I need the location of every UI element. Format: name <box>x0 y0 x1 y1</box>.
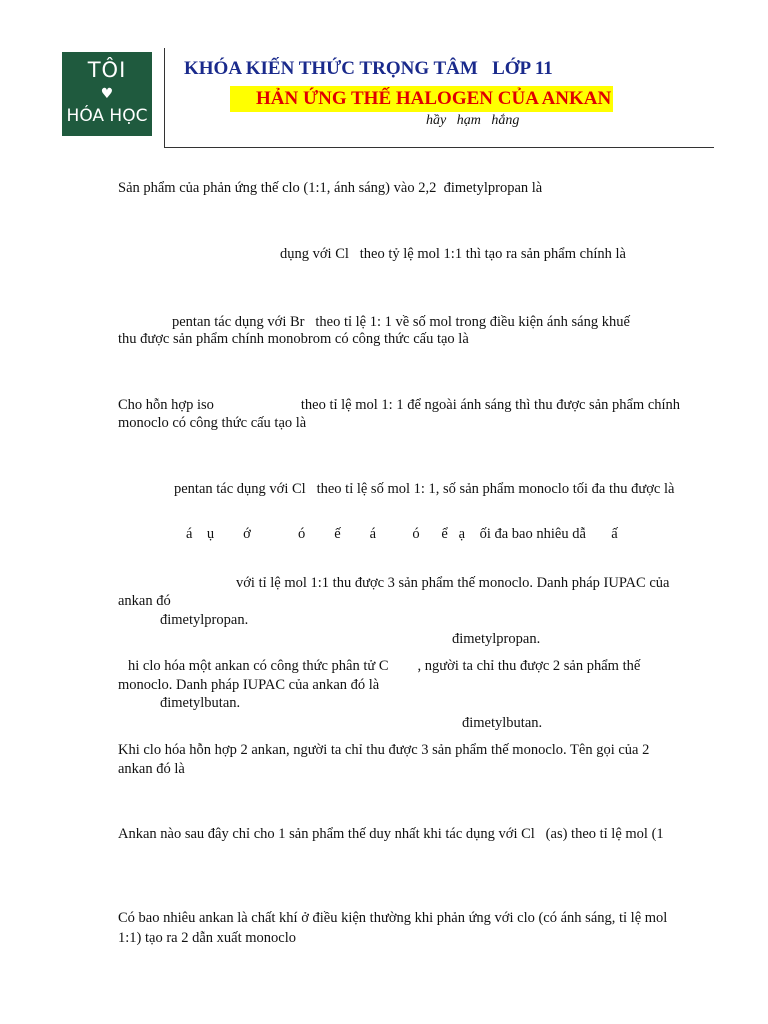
question-line: hi clo hóa một ankan có công thức phân tử C , người ta chỉ thu được 2 sản phẩm thế <box>128 658 641 674</box>
logo-line-1: TÔI <box>87 58 127 82</box>
question-line: ankan đó <box>118 593 171 609</box>
course-title: KHÓA KIẾN THỨC TRỌNG TÂM LỚP 11 <box>184 58 553 79</box>
question-line: pentan tác dụng với Cl theo tỉ lệ số mol 1: 1, số sản phẩm monoclo tối đa thu được là <box>174 481 675 497</box>
question-line: pentan tác dụng với Br theo tỉ lệ 1: 1 về số mol trong điều kiện ánh sáng khuế <box>172 314 630 330</box>
question-line: Cho hỗn hợp iso theo tỉ lệ mol 1: 1 để ngoài ánh sáng thì thu được sản phẩm chính <box>118 397 681 413</box>
question-line: Ankan nào sau đây chỉ cho 1 sản phẩm thế duy nhất khi tác dụng với Cl (as) theo tỉ lệ mol (1 <box>118 826 664 842</box>
question-line: ankan đó là <box>118 761 185 777</box>
answer-option: đimetylbutan. <box>160 695 241 711</box>
question-line: monoclo có công thức cấu tạo là <box>118 415 307 431</box>
question-line: Có bao nhiêu ankan là chất khí ở điều kiện thường khi phản ứng với clo (có ánh sáng, tỉ lệ mol <box>118 910 668 926</box>
lesson-title: HẢN ỨNG THẾ HALOGEN CỦA ANKAN <box>230 86 613 112</box>
question-line: monoclo. Danh pháp IUPAC của ankan đó là <box>118 677 380 693</box>
logo-line-2: HÓA HỌC <box>66 106 148 126</box>
question-line: 1:1) tạo ra 2 dẫn xuất monoclo <box>118 930 296 946</box>
header-vertical-divider <box>164 48 165 148</box>
header-horizontal-divider <box>164 147 714 148</box>
question-line: dụng với Cl theo tỷ lệ mol 1:1 thì tạo ra sản phẩm chính là <box>280 246 626 262</box>
answer-option: đimetylpropan. <box>160 612 249 628</box>
answer-option: đimetylbutan. <box>462 715 543 731</box>
question-line: với tỉ lệ mol 1:1 thu được 3 sản phẩm thế monoclo. Danh pháp IUPAC của <box>236 575 670 591</box>
answer-option: đimetylpropan. <box>452 631 541 647</box>
question-line: Khi clo hóa hỗn hợp 2 ankan, người ta chỉ thu được 3 sản phẩm thế monoclo. Tên gọi của 2 <box>118 742 650 758</box>
author-byline: hầy hạm hắng <box>426 113 520 128</box>
logo <box>62 52 152 136</box>
question-line: á ụ ớ ó ế á ó ể ạ ối đa bao nhiêu dẫ ấ <box>186 526 618 542</box>
question-line: thu được sản phẩm chính monobrom có công thức cấu tạo là <box>118 331 469 347</box>
question-line: Sản phẩm của phản ứng thế clo (1:1, ánh sáng) vào 2,2 đimetylpropan là <box>118 180 543 196</box>
heart-icon: ♥ <box>100 86 114 102</box>
